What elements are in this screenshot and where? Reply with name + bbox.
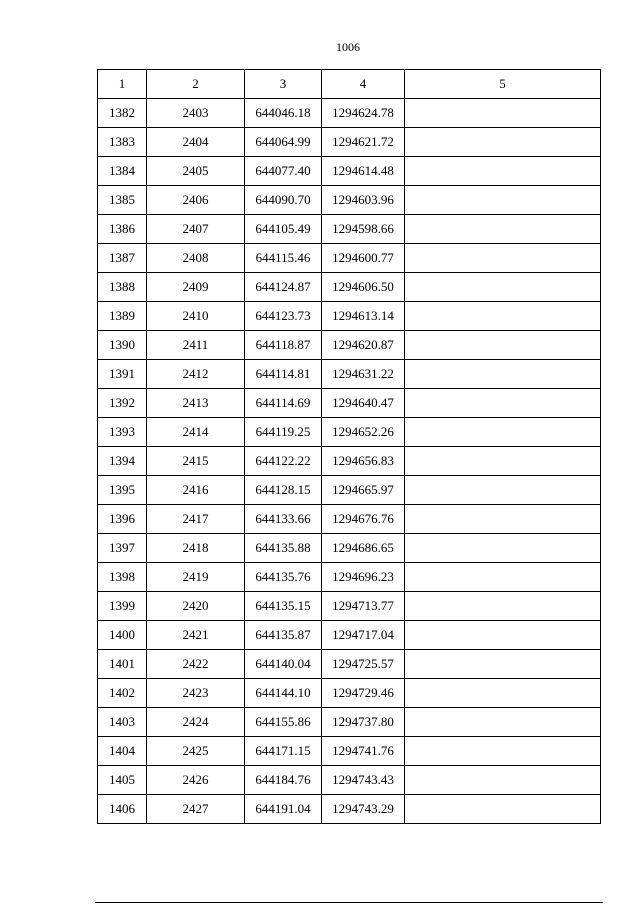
table-cell-col-1: 1390	[98, 331, 147, 360]
table-cell-col-2: 2405	[147, 157, 245, 186]
table-row	[98, 128, 601, 157]
table-cell-col-3: 644140.04	[245, 650, 322, 679]
table-row	[98, 679, 601, 708]
table-cell-col-5	[405, 592, 601, 621]
table-cell-col-2: 2412	[147, 360, 245, 389]
table-cell-col-3: 644105.49	[245, 215, 322, 244]
table-cell-col-4: 1294613.14	[322, 302, 405, 331]
table-cell-col-5	[405, 534, 601, 563]
table-row	[98, 331, 601, 360]
table-cell-col-3: 644115.46	[245, 244, 322, 273]
table-row	[98, 360, 601, 389]
table-cell-col-5	[405, 621, 601, 650]
column-header-5: 5	[405, 70, 601, 99]
table-cell-col-1: 1391	[98, 360, 147, 389]
table-row	[98, 505, 601, 534]
column-header-1: 1	[98, 70, 147, 99]
table-cell-col-4: 1294600.77	[322, 244, 405, 273]
table-cell-col-1: 1399	[98, 592, 147, 621]
table-row	[98, 592, 601, 621]
table-cell-col-4: 1294676.76	[322, 505, 405, 534]
table-cell-col-2: 2420	[147, 592, 245, 621]
table-cell-col-1: 1405	[98, 766, 147, 795]
table-cell-col-5	[405, 679, 601, 708]
table-cell-col-5	[405, 795, 601, 824]
table-cell-col-4: 1294743.43	[322, 766, 405, 795]
table-cell-col-3: 644135.87	[245, 621, 322, 650]
table-cell-col-3: 644171.15	[245, 737, 322, 766]
table-cell-col-1: 1406	[98, 795, 147, 824]
table-cell-col-1: 1400	[98, 621, 147, 650]
table-row	[98, 99, 601, 128]
coordinates-table	[97, 69, 601, 824]
table-row	[98, 418, 601, 447]
table-cell-col-1: 1398	[98, 563, 147, 592]
table-row	[98, 157, 601, 186]
table-cell-col-3: 644144.10	[245, 679, 322, 708]
table-cell-col-4: 1294621.72	[322, 128, 405, 157]
table-body	[98, 99, 601, 824]
table-cell-col-2: 2413	[147, 389, 245, 418]
table-cell-col-2: 2406	[147, 186, 245, 215]
table-cell-col-1: 1393	[98, 418, 147, 447]
table-cell-col-5	[405, 476, 601, 505]
table-cell-col-1: 1396	[98, 505, 147, 534]
table-cell-col-5	[405, 128, 601, 157]
table-cell-col-2: 2404	[147, 128, 245, 157]
table-cell-col-1: 1386	[98, 215, 147, 244]
table-cell-col-3: 644123.73	[245, 302, 322, 331]
table-cell-col-2: 2427	[147, 795, 245, 824]
table-row	[98, 476, 601, 505]
table-cell-col-5	[405, 157, 601, 186]
table-cell-col-2: 2414	[147, 418, 245, 447]
table-cell-col-2: 2422	[147, 650, 245, 679]
table-row	[98, 621, 601, 650]
table-cell-col-3: 644184.76	[245, 766, 322, 795]
table-row	[98, 447, 601, 476]
table-cell-col-3: 644124.87	[245, 273, 322, 302]
table-cell-col-3: 644118.87	[245, 331, 322, 360]
page-number: 1006	[336, 40, 360, 54]
table-cell-col-1: 1383	[98, 128, 147, 157]
table-cell-col-3: 644090.70	[245, 186, 322, 215]
table-cell-col-3: 644128.15	[245, 476, 322, 505]
table-row	[98, 273, 601, 302]
table-cell-col-1: 1384	[98, 157, 147, 186]
table-cell-col-5	[405, 389, 601, 418]
table-cell-col-1: 1403	[98, 708, 147, 737]
table-cell-col-1: 1397	[98, 534, 147, 563]
table-cell-col-2: 2416	[147, 476, 245, 505]
table-cell-col-2: 2407	[147, 215, 245, 244]
table-cell-col-2: 2409	[147, 273, 245, 302]
table-cell-col-4: 1294603.96	[322, 186, 405, 215]
table-row	[98, 244, 601, 273]
table-cell-col-1: 1404	[98, 737, 147, 766]
table-cell-col-4: 1294665.97	[322, 476, 405, 505]
table-cell-col-4: 1294741.76	[322, 737, 405, 766]
table-cell-col-5	[405, 737, 601, 766]
table-row	[98, 650, 601, 679]
column-header-3: 3	[245, 70, 322, 99]
table-cell-col-3: 644114.69	[245, 389, 322, 418]
table-cell-col-2: 2403	[147, 99, 245, 128]
table-cell-col-2: 2424	[147, 708, 245, 737]
table-cell-col-4: 1294598.66	[322, 215, 405, 244]
table-cell-col-4: 1294713.77	[322, 592, 405, 621]
table-cell-col-5	[405, 418, 601, 447]
table-row	[98, 215, 601, 244]
table-cell-col-4: 1294743.29	[322, 795, 405, 824]
table-cell-col-4: 1294640.47	[322, 389, 405, 418]
table-cell-col-5	[405, 505, 601, 534]
table-row	[98, 563, 601, 592]
table-cell-col-3: 644133.66	[245, 505, 322, 534]
table-cell-col-5	[405, 360, 601, 389]
table-cell-col-2: 2419	[147, 563, 245, 592]
table-cell-col-2: 2421	[147, 621, 245, 650]
table-cell-col-4: 1294620.87	[322, 331, 405, 360]
table-row	[98, 302, 601, 331]
table-cell-col-2: 2425	[147, 737, 245, 766]
table-cell-col-2: 2408	[147, 244, 245, 273]
table-cell-col-4: 1294737.80	[322, 708, 405, 737]
table-cell-col-1: 1388	[98, 273, 147, 302]
table-row	[98, 766, 601, 795]
table-cell-col-2: 2418	[147, 534, 245, 563]
table-cell-col-1: 1392	[98, 389, 147, 418]
table-cell-col-5	[405, 447, 601, 476]
table-cell-col-1: 1402	[98, 679, 147, 708]
table-cell-col-5	[405, 650, 601, 679]
table-row	[98, 795, 601, 824]
table-cell-col-4: 1294729.46	[322, 679, 405, 708]
table-cell-col-4: 1294614.48	[322, 157, 405, 186]
table-cell-col-2: 2415	[147, 447, 245, 476]
table-cell-col-3: 644077.40	[245, 157, 322, 186]
table-cell-col-5	[405, 331, 601, 360]
table-cell-col-2: 2426	[147, 766, 245, 795]
table-cell-col-5	[405, 708, 601, 737]
table-cell-col-3: 644119.25	[245, 418, 322, 447]
table-cell-col-5	[405, 563, 601, 592]
table-cell-col-4: 1294624.78	[322, 99, 405, 128]
table-cell-col-1: 1394	[98, 447, 147, 476]
table-cell-col-3: 644064.99	[245, 128, 322, 157]
table-cell-col-1: 1401	[98, 650, 147, 679]
column-header-2: 2	[147, 70, 245, 99]
table-cell-col-4: 1294631.22	[322, 360, 405, 389]
column-header-4: 4	[322, 70, 405, 99]
table-cell-col-5	[405, 186, 601, 215]
table-cell-col-1: 1389	[98, 302, 147, 331]
table-header-row	[98, 70, 601, 99]
table-cell-col-3: 644135.76	[245, 563, 322, 592]
table-cell-col-4: 1294606.50	[322, 273, 405, 302]
table-cell-col-1: 1385	[98, 186, 147, 215]
table-cell-col-1: 1387	[98, 244, 147, 273]
bottom-rule	[95, 902, 603, 903]
table-cell-col-4: 1294725.57	[322, 650, 405, 679]
table-cell-col-5	[405, 302, 601, 331]
table-cell-col-3: 644191.04	[245, 795, 322, 824]
table-cell-col-4: 1294717.04	[322, 621, 405, 650]
table-cell-col-2: 2410	[147, 302, 245, 331]
table-cell-col-3: 644046.18	[245, 99, 322, 128]
table-cell-col-5	[405, 273, 601, 302]
table-cell-col-4: 1294652.26	[322, 418, 405, 447]
table-cell-col-2: 2417	[147, 505, 245, 534]
table-cell-col-2: 2411	[147, 331, 245, 360]
table-cell-col-3: 644135.15	[245, 592, 322, 621]
table-row	[98, 737, 601, 766]
table-cell-col-4: 1294656.83	[322, 447, 405, 476]
table-row	[98, 534, 601, 563]
table-row	[98, 389, 601, 418]
table-cell-col-3: 644114.81	[245, 360, 322, 389]
table-cell-col-5	[405, 99, 601, 128]
table-cell-col-3: 644155.86	[245, 708, 322, 737]
table-cell-col-2: 2423	[147, 679, 245, 708]
table-row	[98, 186, 601, 215]
table-row	[98, 708, 601, 737]
table-cell-col-4: 1294686.65	[322, 534, 405, 563]
table-cell-col-3: 644122.22	[245, 447, 322, 476]
table-cell-col-5	[405, 215, 601, 244]
table-cell-col-4: 1294696.23	[322, 563, 405, 592]
table-cell-col-3: 644135.88	[245, 534, 322, 563]
table-cell-col-1: 1395	[98, 476, 147, 505]
table-cell-col-5	[405, 244, 601, 273]
table-cell-col-1: 1382	[98, 99, 147, 128]
table-cell-col-5	[405, 766, 601, 795]
